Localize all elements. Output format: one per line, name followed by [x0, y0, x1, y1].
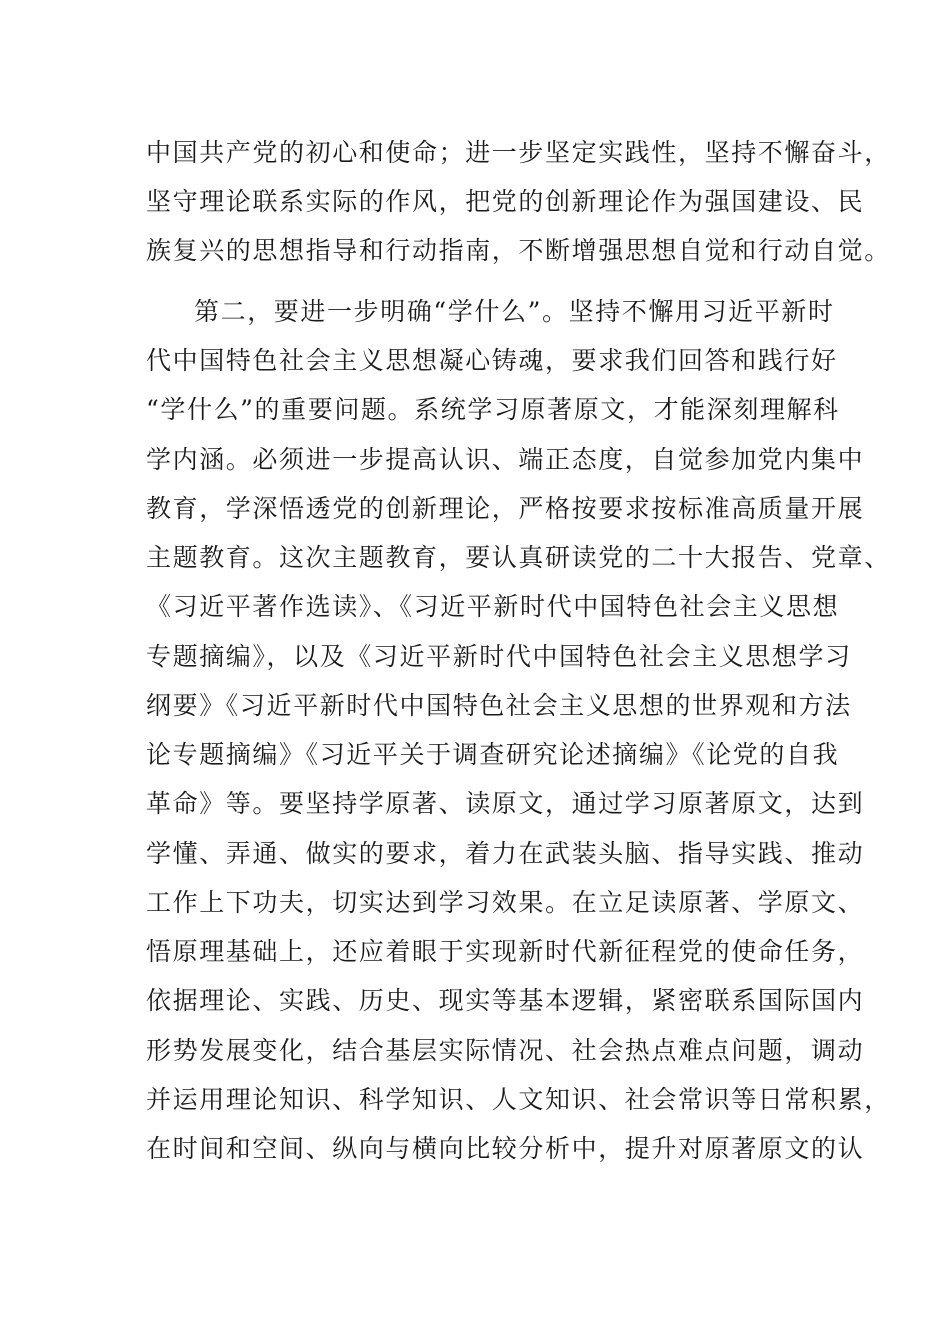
text-line: 悟原理基础上，还应着眼于实现新时代新征程党的使命任务，: [146, 937, 865, 966]
text-line: 专题摘编》，以及《习近平新时代中国特色社会主义思想学习: [146, 642, 852, 671]
text-line: 学懂、弄通、做实的要求，着力在武装头脑、指导实践、推动: [146, 839, 865, 868]
text-line: 坚守理论联系实际的作风，把党的创新理论作为强国建设、民: [146, 187, 865, 216]
text-line: 代中国特色社会主义思想凝心铸魂，要求我们回答和践行好: [146, 346, 838, 375]
text-line: 主题教育。这次主题教育，要认真研读党的二十大报告、党章、: [146, 543, 891, 572]
text-line: 革命》等。要坚持学原著、读原文，通过学习原著原文，达到: [146, 789, 865, 818]
text-line: 教育，学深悟透党的创新理论，严格按要求按标准高质量开展: [146, 494, 865, 523]
text-line: 在时间和空间、纵向与横向比较分析中，提升对原著原文的认: [146, 1134, 865, 1163]
text-line: 依据理论、实践、历史、现实等基本逻辑，紧密联系国际国内: [146, 986, 865, 1015]
text-line: “学什么”的重要问题。系统学习原著原文，才能深刻理解科: [146, 395, 840, 424]
text-line: 形势发展变化，结合基层实际情况、社会热点难点问题，调动: [146, 1036, 865, 1065]
text-line: 工作上下功夫，切实达到学习效果。在立足读原著、学原文、: [146, 888, 865, 917]
text-line: 并运用理论知识、科学知识、人文知识、社会常识等日常积累，: [146, 1085, 891, 1114]
text-line: 族复兴的思想指导和行动指南，不断增强思想自觉和行动自觉。: [146, 236, 891, 265]
text-line: 第二，要进一步明确“学什么”。坚持不懈用习近平新时: [194, 297, 835, 326]
text-line: 学内涵。必须进一步提高认识、端正态度，自觉参加党内集中: [146, 445, 865, 474]
text-line: 纲要》《习近平新时代中国特色社会主义思想的世界观和方法: [146, 691, 852, 720]
text-line: 《习近平著作选读》、《习近平新时代中国特色社会主义思想: [146, 592, 840, 621]
text-line: 论专题摘编》《习近平关于调查研究论述摘编》《论党的自我: [146, 740, 840, 769]
text-line: 中国共产党的初心和使命；进一步坚定实践性，坚持不懈奋斗，: [146, 138, 891, 167]
